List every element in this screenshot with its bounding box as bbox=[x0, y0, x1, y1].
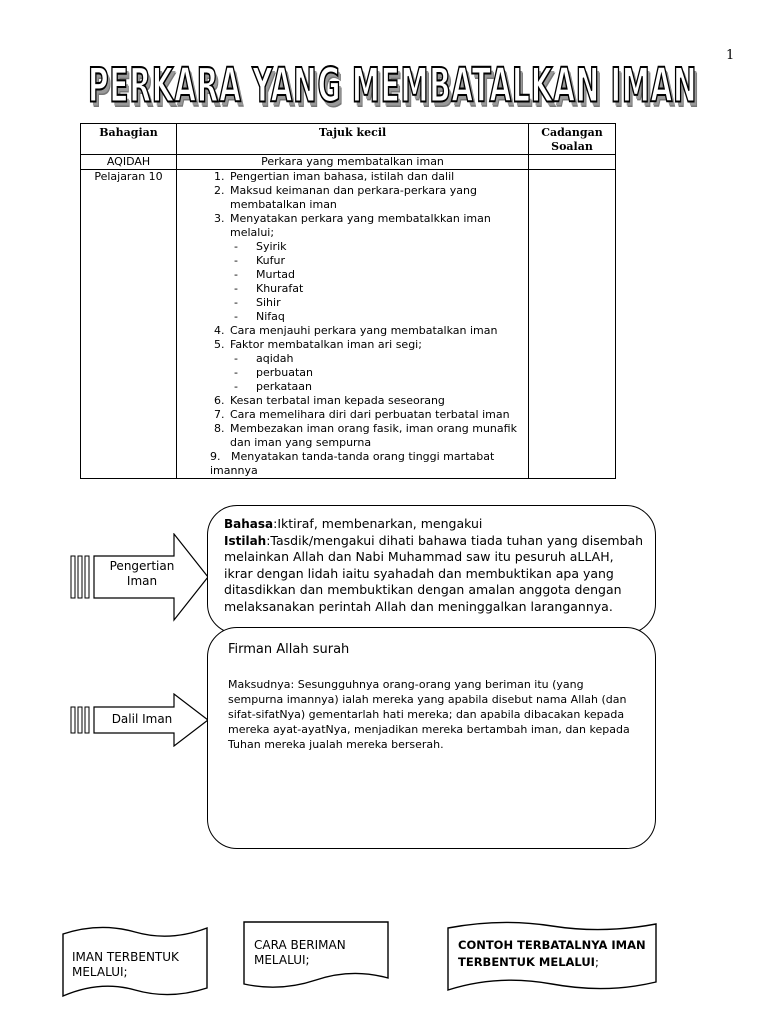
list-item-text: Menyatakan perkara yang membatalkkan iman melalui; bbox=[230, 212, 491, 239]
list-item: 4. Cara menjauhi perkara yang membatalkan iman bbox=[228, 324, 525, 338]
table-header-row bbox=[81, 124, 616, 155]
cell-bahagian: Pelajaran 10 bbox=[81, 170, 177, 479]
page-number: 1 bbox=[726, 48, 735, 63]
istilah-line bbox=[224, 533, 644, 616]
cara-beriman-text: CARA BERIMAN MELALUI; bbox=[254, 938, 346, 967]
sub-list-item: - perbuatan bbox=[230, 366, 525, 380]
list-item: 8. Membezakan iman orang fasik, iman orang munafik dan iman yang sempurna bbox=[228, 422, 525, 450]
iman-terbentuk-text: IMAN TERBENTUK MELALUI; bbox=[72, 950, 179, 979]
header-cadangan-soalan: Cadangan Soalan bbox=[529, 124, 616, 155]
list-item-text: Menyatakan tanda-tanda orang tinggi martabat imannya bbox=[210, 450, 495, 477]
sub-list bbox=[230, 352, 525, 394]
definition-box bbox=[207, 505, 656, 634]
cell-topic-list bbox=[177, 170, 529, 479]
dalil-box bbox=[207, 627, 656, 849]
cell-bahagian: AQIDAH bbox=[81, 155, 177, 170]
contoh-terbatal-tail: ; bbox=[594, 955, 599, 969]
list-item bbox=[228, 338, 525, 394]
page-title: PERKARA YANG MEMBATALKAN IMAN bbox=[88, 60, 698, 114]
sub-list-item: - aqidah bbox=[230, 352, 525, 366]
dalil-title: Firman Allah surah bbox=[228, 642, 350, 657]
contoh-terbatal-text bbox=[458, 937, 648, 971]
header-tajuk-kecil: Tajuk kecil bbox=[177, 124, 529, 155]
sub-list-item: - Nifaq bbox=[230, 310, 525, 324]
istilah-label: Istilah bbox=[224, 533, 267, 548]
cell-soalan bbox=[529, 170, 616, 479]
sub-list bbox=[230, 240, 525, 324]
sub-list-item: - Sihir bbox=[230, 296, 525, 310]
pengertian-arrow bbox=[70, 533, 210, 623]
list-item bbox=[228, 212, 525, 324]
pengertian-iman-label: Pengertian Iman bbox=[109, 559, 175, 588]
sub-list-item: - Syirik bbox=[230, 240, 525, 254]
cell-soalan bbox=[529, 155, 616, 170]
sub-list-item: - perkataan bbox=[230, 380, 525, 394]
contoh-terbatal-bold: CONTOH TERBATALNYA IMAN TERBENTUK MELALUI bbox=[458, 938, 646, 969]
lesson-table bbox=[80, 123, 616, 479]
cell-tajuk: Perkara yang membatalkan iman bbox=[177, 155, 529, 170]
table-row bbox=[81, 155, 616, 170]
list-item: 1. Pengertian iman bahasa, istilah dan dalil bbox=[228, 170, 525, 184]
dalil-iman-label: Dalil Iman bbox=[111, 712, 173, 726]
list-item: 6. Kesan terbatal iman kepada seseorang bbox=[228, 394, 525, 408]
list-item-text: Faktor membatalkan iman ari segi; bbox=[230, 338, 422, 351]
list-item: 2. Maksud keimanan dan perkara-perkara yang membatalkan iman bbox=[228, 184, 525, 212]
sub-list-item: - Kufur bbox=[230, 254, 525, 268]
header-bahagian: Bahagian bbox=[81, 124, 177, 155]
bahasa-text: :Iktiraf, membenarkan, mengakui bbox=[273, 516, 483, 531]
list-item-9 bbox=[180, 450, 525, 478]
cara-beriman-box bbox=[242, 918, 390, 996]
istilah-text: :Tasdik/mengakui dihati bahawa tiada tuhan yang disembah melainkan Allah dan Nabi Muhammad saw itu pesuruh aLLAH, ikrar dengan lidah iaitu syahadah dan membuktikan apa yang ditasdikkan dan membuktikan dengan amalan anggota dengan melaksanakan perintah Allah dan meninggalkan larangannya. bbox=[224, 532, 644, 614]
bahasa-label: Bahasa bbox=[224, 517, 274, 531]
dalil-text: Maksudnya: Sesungguhnya orang-orang yang beriman itu (yang sempurna imannya) ialah mereka yang apabila disebut nama Allah (dan sifat-sifatNya) gementarlah hati mereka; dan apabila dibacakan kepada mereka ayat-ayatNya, menjadikan mereka bertambah iman, dan kepada Tuhan mereka jualah mereka berserah. bbox=[228, 678, 630, 751]
sub-list-item: - Murtad bbox=[230, 268, 525, 282]
table-row bbox=[81, 170, 616, 479]
contoh-terbatal-box bbox=[446, 918, 658, 998]
list-item-number: 9. bbox=[210, 450, 221, 463]
iman-terbentuk-box bbox=[60, 920, 210, 1002]
sub-list-item: - Khurafat bbox=[230, 282, 525, 296]
definition-text bbox=[224, 516, 644, 615]
list-item: 7. Cara memelihara diri dari perbuatan terbatal iman bbox=[228, 408, 525, 422]
dalil-arrow bbox=[70, 693, 210, 747]
topic-list bbox=[180, 170, 525, 450]
bahasa-line bbox=[224, 516, 644, 533]
